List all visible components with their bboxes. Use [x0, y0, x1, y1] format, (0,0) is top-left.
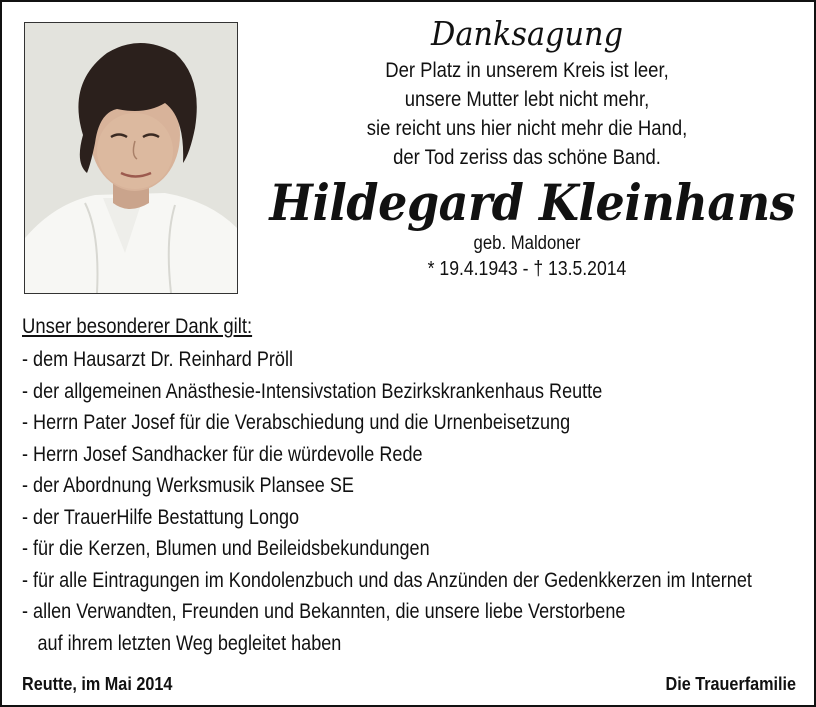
thanks-item: - für alle Eintragungen im Kondolenzbuch und das Anzünden der Gedenkkerzen im Internet	[22, 568, 752, 592]
thanks-item: - dem Hausarzt Dr. Reinhard Pröll	[22, 348, 294, 371]
thanks-item: - der Abordnung Werksmusik Plansee SE	[22, 474, 354, 497]
verse-line: der Tod zeriss das schöne Band.	[393, 146, 661, 169]
place-date: Reutte, im Mai 2014	[22, 674, 173, 694]
thanks-item: - der TrauerHilfe Bestattung Longo	[22, 505, 300, 529]
thanks-item-continuation: auf ihrem letzten Weg begleitet haben	[37, 631, 342, 655]
portrait-photo	[24, 22, 238, 294]
life-dates: * 19.4.1943 - † 13.5.2014	[427, 258, 627, 280]
thanks-item: - Herrn Pater Josef für die Verabschiedung und die Urnenbeisetzung	[22, 411, 571, 434]
thanks-item: - für die Kerzen, Blumen und Beileidsbekundungen	[22, 537, 430, 560]
thanks-section	[22, 314, 812, 659]
thanks-item: - der allgemeinen Anästhesie-Intensivstation Bezirkskrankenhaus Reutte	[22, 379, 603, 403]
verse-line: Der Platz in unserem Kreis ist leer,	[385, 59, 669, 82]
thanks-list	[22, 344, 812, 659]
signature: Die Trauerfamilie	[665, 674, 796, 694]
header-block	[247, 12, 807, 282]
thanks-heading: Unser besonderer Dank gilt:	[22, 315, 253, 338]
portrait-illustration	[25, 23, 237, 293]
footer	[22, 672, 796, 696]
thanks-item: - allen Verwandten, Freunden und Bekannten, die unsere liebe Verstorbene	[22, 600, 626, 623]
verse-line: unsere Mutter lebt nicht mehr,	[404, 88, 650, 111]
memorial-verse	[247, 56, 807, 172]
maiden-name: geb. Maldoner	[473, 233, 581, 254]
deceased-name: Hildegard Kleinhans	[269, 173, 796, 232]
thanks-item: - Herrn Josef Sandhacker für die würdevolle Rede	[22, 442, 423, 466]
verse-line: sie reicht uns hier nicht mehr die Hand,	[366, 117, 688, 140]
danksagung-title: Danksagung	[430, 14, 624, 53]
